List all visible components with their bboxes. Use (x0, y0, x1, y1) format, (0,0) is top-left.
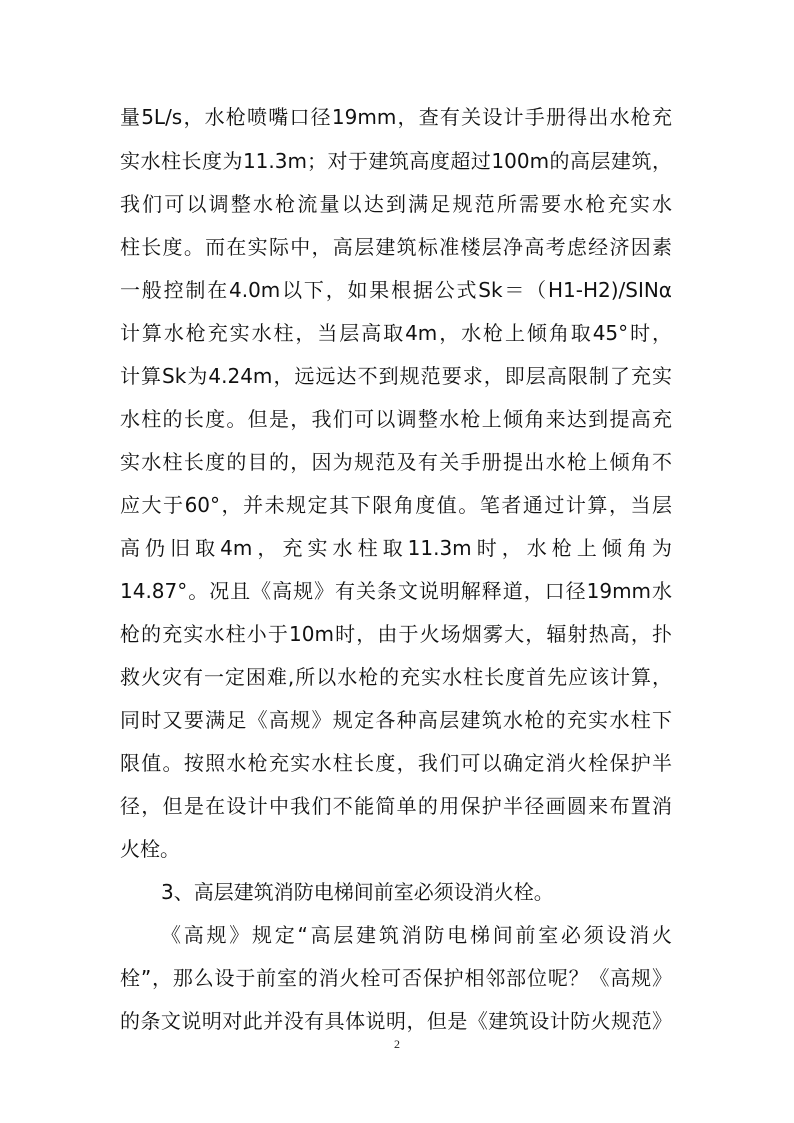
body-text-line: 我们可以调整水枪流量以达到满足规范所需要水枪充实水 (120, 192, 672, 216)
body-text-line: 实水柱长度为11.3m；对于建筑高度超过100m的高层建筑， (120, 149, 672, 173)
body-text-line: 水柱的长度。但是，我们可以调整水枪上倾角来达到提高充 (120, 407, 672, 431)
body-text-line: 径，但是在设计中我们不能简单的用保护半径画圆来布置消 (120, 794, 672, 818)
body-text-line: 计算Sk为4.24m，远远达不到规范要求，即层高限制了充实 (120, 364, 672, 388)
body-text-line: 量5L/s，水枪喷嘴口径19mm，查有关设计手册得出水枪充 (120, 105, 672, 129)
body-text-line: 高仍旧取4m，充实水柱取11.3m时，水枪上倾角为 (120, 536, 672, 560)
body-text-line: 14.87°。况且《高规》有关条文说明解释道，口径19mm水 (120, 579, 672, 603)
body-text-line: 同时又要满足《高规》规定各种高层建筑水枪的充实水柱下 (120, 708, 672, 732)
body-text-line: 柱长度。而在实际中，高层建筑标准楼层净高考虑经济因素 (120, 235, 672, 259)
body-text-line: 火栓。 (120, 837, 180, 861)
body-text-line: 应大于60°，并未规定其下限角度值。笔者通过计算，当层 (120, 493, 672, 517)
body-text-line: 《高规》规定“高层建筑消防电梯间前室必须设消火 (161, 923, 672, 947)
page-number: 2 (394, 1037, 400, 1051)
body-text-line: 救火灾有一定困难,所以水枪的充实水柱长度首先应该计算， (120, 665, 672, 689)
body-text-line: 一般控制在4.0m以下，如果根据公式Sk＝（H1-H2)/SINα (120, 278, 672, 302)
section-heading: 3、高层建筑消防电梯间前室必须设消火栓。 (161, 880, 554, 904)
body-text-line: 实水柱长度的目的，因为规范及有关手册提出水枪上倾角不 (120, 450, 672, 474)
body-text-line: 枪的充实水柱小于10m时，由于火场烟雾大，辐射热高，扑 (120, 622, 672, 646)
body-text-line: 栓”，那么设于前室的消火栓可否保护相邻部位呢？《高规》 (120, 966, 672, 990)
body-text-line: 计算水枪充实水柱，当层高取4m，水枪上倾角取45°时， (120, 321, 672, 345)
body-text-line: 限值。按照水枪充实水柱长度，我们可以确定消火栓保护半 (120, 751, 672, 775)
body-text-line: 的条文说明对此并没有具体说明，但是《建筑设计防火规范》 (120, 1009, 672, 1033)
